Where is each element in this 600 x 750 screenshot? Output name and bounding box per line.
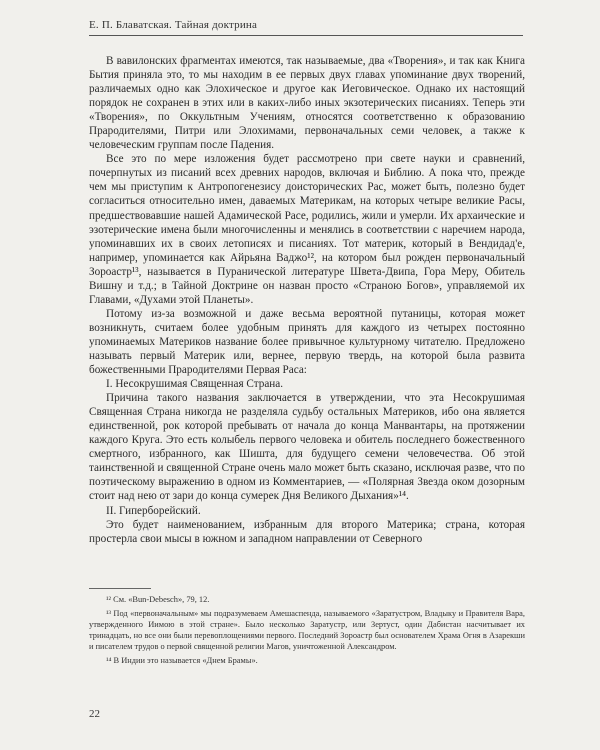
paragraph-4: Причина такого названия заключается в утверждении, что эта Несокрушимая Священная Страна никогда не разделяла судьбу остальных Материков, ибо она является единственной, рок которой пребывать от начала до конца Манвантары, на протяжении каждого Круга. Это есть колыбель первого человека и обитель последнего божественного смертного, избранного, как Шишта, для будущего семени человечества. Об этой таинственной и священной Стране очень мало может быть сказано, исключая разве, что по поэтическому выражению в одном из Комментариев, — «Полярная Звезда оком дозорным стоит над нею от зари до конца сумерек Дня Великого Дыхания»¹⁴.: [89, 392, 525, 503]
page-number: 22: [89, 708, 100, 720]
paragraph-3: Потому из-за возможной и даже весьма вероятной путаницы, которая может возникнуть, считаем более удобным принять для каждого из четырех постоянно упоминаемых Материков название более привычное культурному читателю. Предложено называть первый Материк или, вернее, первую твердь, на которой была развита божественными Прародителями Первая Раса:: [89, 307, 525, 377]
paragraph-5: Это будет наименованием, избранным для второго Материка; страна, которая простерла свои мысы в южном и западном направлении от Северного: [89, 518, 525, 545]
footnote-divider: [89, 588, 151, 589]
footnote-12: ¹² См. «Bun-Debesch», 79, 12.: [106, 595, 210, 604]
footnote-14: ¹⁴ В Индии это называется «Днем Брамы».: [106, 656, 258, 665]
running-head: Е. П. Блаватская. Тайная доктрина: [89, 19, 523, 36]
footnotes: [89, 594, 525, 669]
paragraph-2: Все это по мере изложения будет рассмотрено при свете науки и сравнений, почерпнутых из писаний всех древних народов, включая и Библию. А пока что, прежде чем мы приступим к Антропогенезису доисторических Рас, может быть, полезно будет согласиться относительно имен, даваемых Материкам, на которых четыре великие Расы, предшествовавшие нашей Адамической Расе, родились, жили и умерли. Их архаические и эзотерические имена были многочисленны и менялись в соответствии с наречием народа, упоминавших их в своих летописях и писаниях. Тот материк, который в Вендидад'е, например, упоминается как Айрьяна Ваджо¹², на котором был рожден первоначальный Зороастр¹³, называется в Пуранической литературе Швета-Двипа, Гора Меру, Обитель Вишну и т.д.; в Тайной Доктрине он назван просто «Страною Богов», управляемой их Главами, «Духами этой Планеты».: [89, 153, 525, 306]
continent-heading-2: II. Гиперборейский.: [106, 504, 201, 517]
paragraph-1: В вавилонских фрагментах имеются, так называемые, два «Творения», и так как Книга Бытия приняла это, то мы находим в ее первых двух главах упоминание двух творений, различаемых одно как Элохическое и другое как Иеговическое. Однако их настоящий порядок не сохранен в этих или в каких-либо иных экзотерических писаниях. Теперь эти «Творения», по Оккультным Учениям, относятся соответственно к образованию Прародителями, Питри или Элохимами, первоначальных семи человек, а также к человеческим группам после Падения.: [89, 55, 525, 152]
footnote-13: ¹³ Под «первоначальным» мы подразумеваем Амешаспенда, называемого «Заратустром, Владыку и Правителя Вара, утвержденного Иимою в этой стране». Было несколько Заратустр, или Зертуст, один Дабистан насчитывает их тринадцать, но все они были перевоплощениями первого. Последний Зороастр был основателем Храма Огня в Азарекши и писателем трудов о первой священной религии Магов, уничтоженной Александром.: [89, 609, 525, 651]
body-text: [89, 54, 525, 546]
continent-heading-1: I. Несокрушимая Священная Страна.: [106, 378, 284, 391]
